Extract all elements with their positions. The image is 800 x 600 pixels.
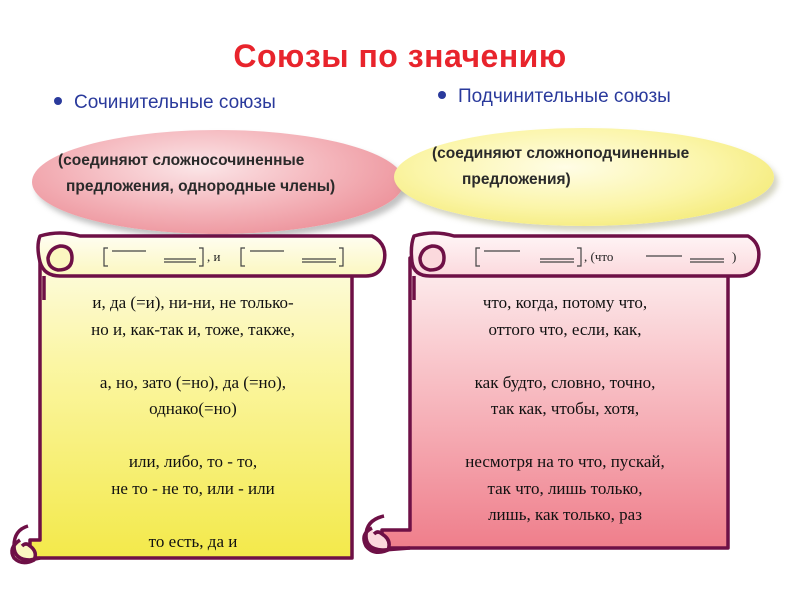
subordinating-conjunction-list <box>416 290 714 529</box>
conjunction-line: и, да (=и), ни-ни, не только- <box>92 293 294 312</box>
subordinating-schema-conjunction-text: (что <box>590 249 614 264</box>
conjunction-line: как будто, словно, точно, <box>474 372 656 392</box>
coordinating-schema-conjunction-text: и <box>213 249 221 264</box>
conjunction-line: а, но, зато (=но), да (=но), <box>99 372 287 392</box>
conjunction-line: не то - не то, или - или <box>111 478 275 498</box>
slide-title: Союзы по значению <box>233 38 567 74</box>
conjunction-line: лишь, как только, раз <box>488 505 642 524</box>
subordinating-schema-close: ) <box>732 249 737 264</box>
conjunction-line: то есть, да и <box>148 531 238 551</box>
conjunction-line: так что, лишь только, <box>487 478 643 498</box>
conjunction-line: или, либо, то - то, <box>128 452 258 471</box>
conjunction-line: несмотря на то что, пускай, <box>465 452 665 471</box>
heading-coordinating-label: Сочинительные союзы <box>74 92 276 113</box>
subordinating-schema-conjunction: , (что <box>584 249 614 264</box>
coordinating-schema-conjunction: , и <box>207 249 221 264</box>
heading-subordinating-label: Подчинительные союзы <box>458 86 671 107</box>
conjunction-line: что, когда, потому что, <box>482 293 648 312</box>
conjunction-line: оттого что, если, как, <box>488 319 642 339</box>
subordinating-description-line: предложения) <box>462 171 571 188</box>
conjunction-line: однако(=но) <box>149 399 237 418</box>
coordinating-conjunction-list <box>44 290 342 555</box>
conjunction-line: но и, как-так и, тоже, также, <box>91 319 295 339</box>
conjunction-line: так как, чтобы, хотя, <box>490 399 640 418</box>
subordinating-description-line: (соединяют сложноподчиненные <box>432 145 690 162</box>
coordinating-description-line: предложения, однородные члены) <box>66 178 336 195</box>
coordinating-description-line: (соединяют сложносочиненные <box>58 152 305 169</box>
